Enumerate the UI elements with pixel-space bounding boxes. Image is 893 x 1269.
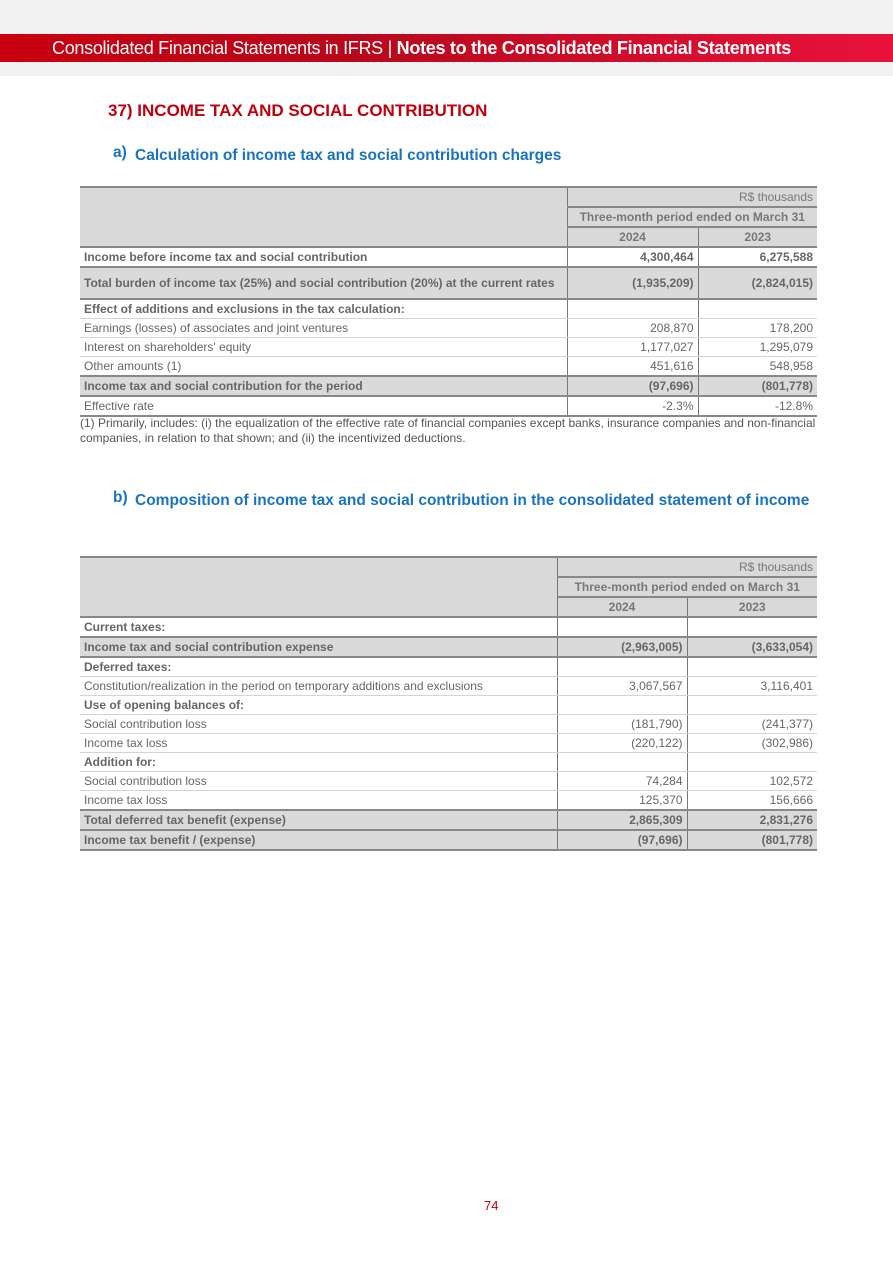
value-2024: (97,696) xyxy=(567,376,698,396)
value-2023: 6,275,588 xyxy=(698,247,817,267)
top-margin xyxy=(0,0,893,34)
year-2023: 2023 xyxy=(698,227,817,247)
page-number: 74 xyxy=(484,1198,499,1213)
value-2023: 178,200 xyxy=(698,319,817,338)
row-label: Other amounts (1) xyxy=(80,357,567,377)
header-subsection: Notes to the Consolidated Financial Statements xyxy=(396,38,791,58)
unit-label: R$ thousands xyxy=(557,557,817,577)
tax-composition-table xyxy=(80,556,817,851)
row-label: Interest on shareholders' equity xyxy=(80,338,567,357)
table-row xyxy=(80,338,817,357)
table-row xyxy=(80,696,817,715)
table-row xyxy=(80,734,817,753)
header-underbar xyxy=(0,62,893,76)
section-a-title: Calculation of income tax and social contribution charges xyxy=(135,147,562,164)
table-row xyxy=(80,267,817,299)
value-2023: 1,295,079 xyxy=(698,338,817,357)
table-row xyxy=(80,319,817,338)
table-row xyxy=(80,715,817,734)
value-2024: (1,935,209) xyxy=(567,267,698,299)
header-blank xyxy=(80,557,557,617)
value-2024 xyxy=(567,299,698,319)
row-label: Social contribution loss xyxy=(80,772,557,791)
value-2023: -12.8% xyxy=(698,396,817,416)
value-2023: 3,116,401 xyxy=(687,677,817,696)
table-row xyxy=(80,247,817,267)
value-2024: -2.3% xyxy=(567,396,698,416)
value-2024: 451,616 xyxy=(567,357,698,377)
table-row xyxy=(80,830,817,850)
row-label: Income before income tax and social contribution xyxy=(80,247,567,267)
footnote: (1) Primarily, includes: (i) the equalization of the effective rate of financial companies except banks, insurance companies and non-financial companies, in relation to that shown; and (ii) the incentivized deductions. xyxy=(80,416,816,445)
value-2024: 208,870 xyxy=(567,319,698,338)
header-separator: | xyxy=(387,38,392,58)
row-label: Income tax and social contribution for the period xyxy=(80,376,567,396)
value-2024: 2,865,309 xyxy=(557,810,687,830)
row-label: Income tax loss xyxy=(80,791,557,811)
row-label: Constitution/realization in the period on temporary additions and exclusions xyxy=(80,677,557,696)
value-2023: (801,778) xyxy=(698,376,817,396)
value-2024: (2,963,005) xyxy=(557,637,687,657)
table-row xyxy=(80,810,817,830)
table-row xyxy=(80,677,817,696)
value-2024: 4,300,464 xyxy=(567,247,698,267)
unit-label: R$ thousands xyxy=(567,187,817,207)
period-label: Three-month period ended on March 31 xyxy=(567,207,817,227)
value-2024: 3,067,567 xyxy=(557,677,687,696)
header-blank xyxy=(80,187,567,247)
value-2024: 1,177,027 xyxy=(567,338,698,357)
value-2024 xyxy=(557,753,687,772)
value-2024: (181,790) xyxy=(557,715,687,734)
table-row xyxy=(80,376,817,396)
value-2023: (3,633,054) xyxy=(687,637,817,657)
row-label: Total deferred tax benefit (expense) xyxy=(80,810,557,830)
value-2023: (2,824,015) xyxy=(698,267,817,299)
value-2023 xyxy=(687,617,817,637)
value-2024 xyxy=(557,657,687,677)
row-label: Effective rate xyxy=(80,396,567,416)
value-2024: (220,122) xyxy=(557,734,687,753)
value-2023 xyxy=(687,696,817,715)
value-2023 xyxy=(698,299,817,319)
header-section: Consolidated Financial Statements in IFRS xyxy=(52,38,383,58)
value-2024 xyxy=(557,696,687,715)
table-row xyxy=(80,791,817,811)
row-label: Income tax benefit / (expense) xyxy=(80,830,557,850)
value-2023: 548,958 xyxy=(698,357,817,377)
row-label: Addition for: xyxy=(80,753,557,772)
value-2023: (801,778) xyxy=(687,830,817,850)
table-row xyxy=(80,657,817,677)
value-2023 xyxy=(687,753,817,772)
tax-calculation-table xyxy=(80,186,817,417)
table-row xyxy=(80,637,817,657)
row-label: Income tax and social contribution expense xyxy=(80,637,557,657)
table-row xyxy=(80,396,817,416)
row-label: Current taxes: xyxy=(80,617,557,637)
table-row xyxy=(80,357,817,377)
row-label: Total burden of income tax (25%) and social contribution (20%) at the current rates xyxy=(80,267,567,299)
table-row xyxy=(80,617,817,637)
value-2023: 2,831,276 xyxy=(687,810,817,830)
page-title: 37) INCOME TAX AND SOCIAL CONTRIBUTION xyxy=(108,101,488,120)
table-row xyxy=(80,753,817,772)
row-label: Deferred taxes: xyxy=(80,657,557,677)
year-2023: 2023 xyxy=(687,597,817,617)
row-label: Income tax loss xyxy=(80,734,557,753)
section-b-letter: b) xyxy=(113,489,128,506)
row-label: Social contribution loss xyxy=(80,715,557,734)
value-2024 xyxy=(557,617,687,637)
row-label: Earnings (losses) of associates and joint ventures xyxy=(80,319,567,338)
period-label: Three-month period ended on March 31 xyxy=(557,577,817,597)
row-label: Effect of additions and exclusions in the tax calculation: xyxy=(80,299,567,319)
value-2023: (241,377) xyxy=(687,715,817,734)
value-2024: (97,696) xyxy=(557,830,687,850)
table-row xyxy=(80,299,817,319)
value-2024: 125,370 xyxy=(557,791,687,811)
section-a-letter: a) xyxy=(113,144,127,161)
section-b-title: Composition of income tax and social contribution in the consolidated statement of income xyxy=(135,492,810,509)
value-2023: 156,666 xyxy=(687,791,817,811)
value-2023 xyxy=(687,657,817,677)
value-2023: 102,572 xyxy=(687,772,817,791)
value-2023: (302,986) xyxy=(687,734,817,753)
value-2024: 74,284 xyxy=(557,772,687,791)
table-row xyxy=(80,772,817,791)
row-label: Use of opening balances of: xyxy=(80,696,557,715)
header-banner xyxy=(0,34,893,62)
year-2024: 2024 xyxy=(567,227,698,247)
year-2024: 2024 xyxy=(557,597,687,617)
